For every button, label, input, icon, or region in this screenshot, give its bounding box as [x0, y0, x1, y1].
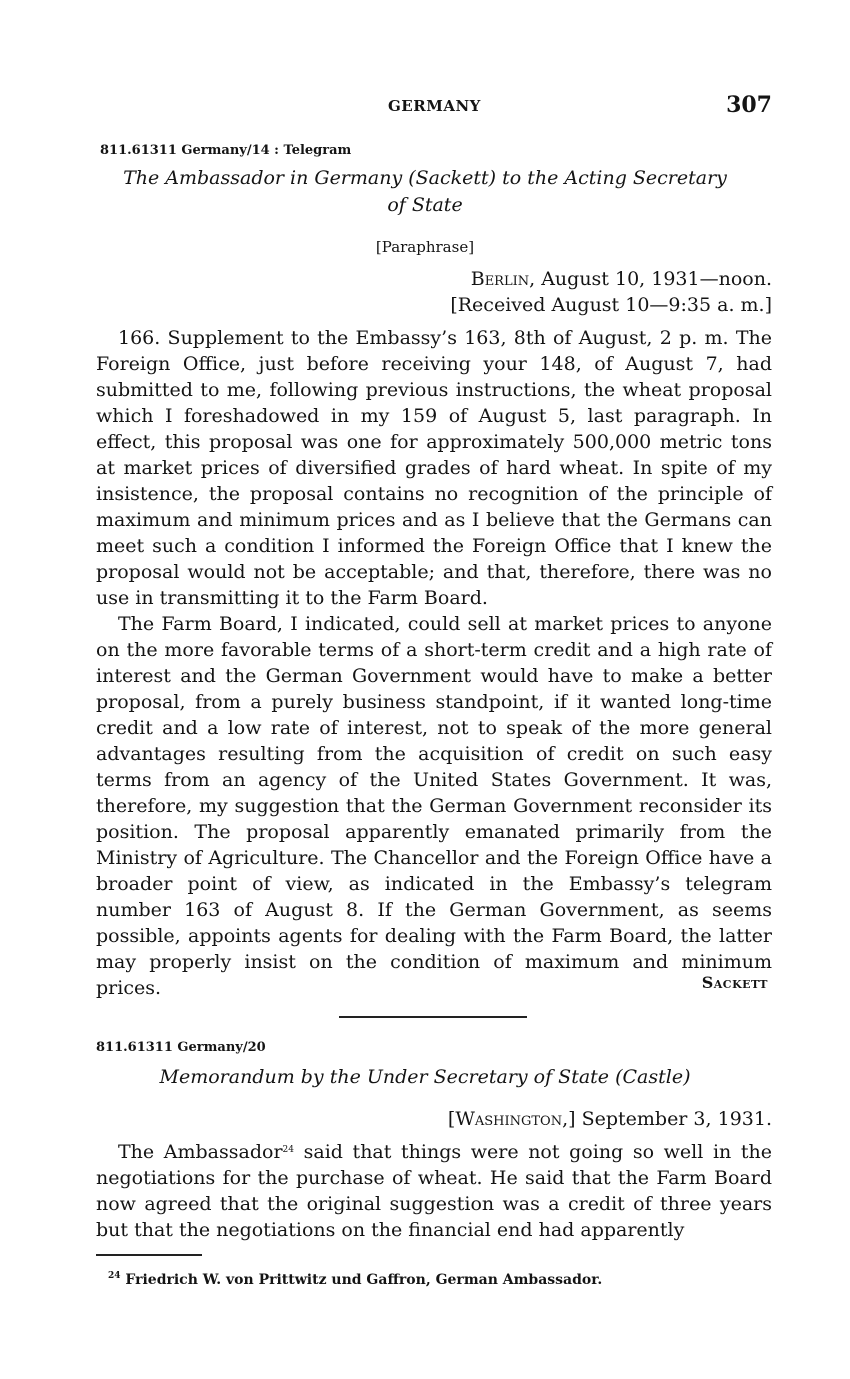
telegram-body: [96, 325, 772, 1001]
dateline-bracket: [: [447, 1108, 456, 1130]
footnote-rule: [96, 1254, 202, 1256]
paragraph-1: 166. Supplement to the Embassy’s 163, 8th of August, 2 p. m. The Foreign Office, just before receiving your 148, of August 7, had submitted to me, following previous instructions, the wheat proposal which I foreshadowed in my 159 of August 5, last paragraph. In effect, this proposal was one for approximately 500,000 metric tons at market prices of diversified grades of hard wheat. In spite of my insistence, the proposal contains no recognition of the principle of maximum and minimum prices and as I believe that the Germans can meet such a condition I informed the Foreign Office that I knew the proposal would not be acceptable; and that, therefore, there was no use in transmitting it to the Farm Board.: [96, 327, 772, 609]
footnote: [108, 1271, 602, 1288]
paraphrase-note: [Paraphrase]: [375, 238, 475, 256]
dateline-date: , August 10, 1931—noon.: [529, 268, 772, 290]
document-title-1-line2: of State: [387, 194, 463, 216]
document-title-2: Memorandum by the Under Secretary of State (Castle): [159, 1066, 691, 1088]
dateline-date-2: ,] September 3, 1931.: [562, 1108, 772, 1130]
footnote-text: Friedrich W. von Prittwitz und Gaffron, German Ambassador.: [125, 1272, 603, 1288]
memorandum-body: [96, 1137, 772, 1243]
running-head: GERMANY: [388, 97, 481, 115]
footnote-mark: 24: [108, 1271, 121, 1281]
memo-paragraph-1: [96, 1137, 772, 1243]
document-title-1-line1: The Ambassador in Germany (Sackett) to the Acting Secretary: [123, 167, 727, 189]
signature: Sackett: [701, 973, 768, 992]
file-reference-1: 811.61311 Germany/14 : Telegram: [100, 143, 352, 158]
section-divider: [339, 1016, 527, 1018]
memo-para-start: The Ambassador: [118, 1141, 283, 1163]
received-line: [Received August 10—9:35 a. m.]: [450, 294, 772, 316]
footnote-reference: 24: [282, 1145, 294, 1155]
dateline-2: [448, 1108, 772, 1130]
file-reference-2: 811.61311 Germany/20: [96, 1040, 266, 1055]
page-number: 307: [726, 92, 772, 118]
dateline-1: [471, 268, 772, 290]
dateline-place-2: Washington: [455, 1108, 563, 1130]
memo-para-rest: said that things were not going so well in the negotiations for the purchase of wheat. He said that the Farm Board now agreed that the original suggestion was a credit of three years but that the negotiations on the financial end had apparently: [96, 1141, 772, 1241]
paragraph-2: The Farm Board, I indicated, could sell at market prices to anyone on the more favorable terms of a short-term credit and a high rate of interest and the German Government would have to make a better proposal, from a purely business standpoint, if it wanted long-time credit and a low rate of interest, not to speak of the more general advantages resulting from the acquisition of credit on such easy terms from an agency of the United States Government. It was, therefore, my suggestion that the German Government reconsider its position. The proposal apparently emanated primarily from the Ministry of Agriculture. The Chancellor and the Foreign Office have a broader point of view, as indicated in the Embassy’s telegram number 163 of August 8. If the German Government, as seems possible, appoints agents for dealing with the Farm Board, the latter may properly insist on the condition of maximum and minimum prices.: [96, 613, 772, 999]
dateline-place: Berlin: [470, 268, 530, 290]
